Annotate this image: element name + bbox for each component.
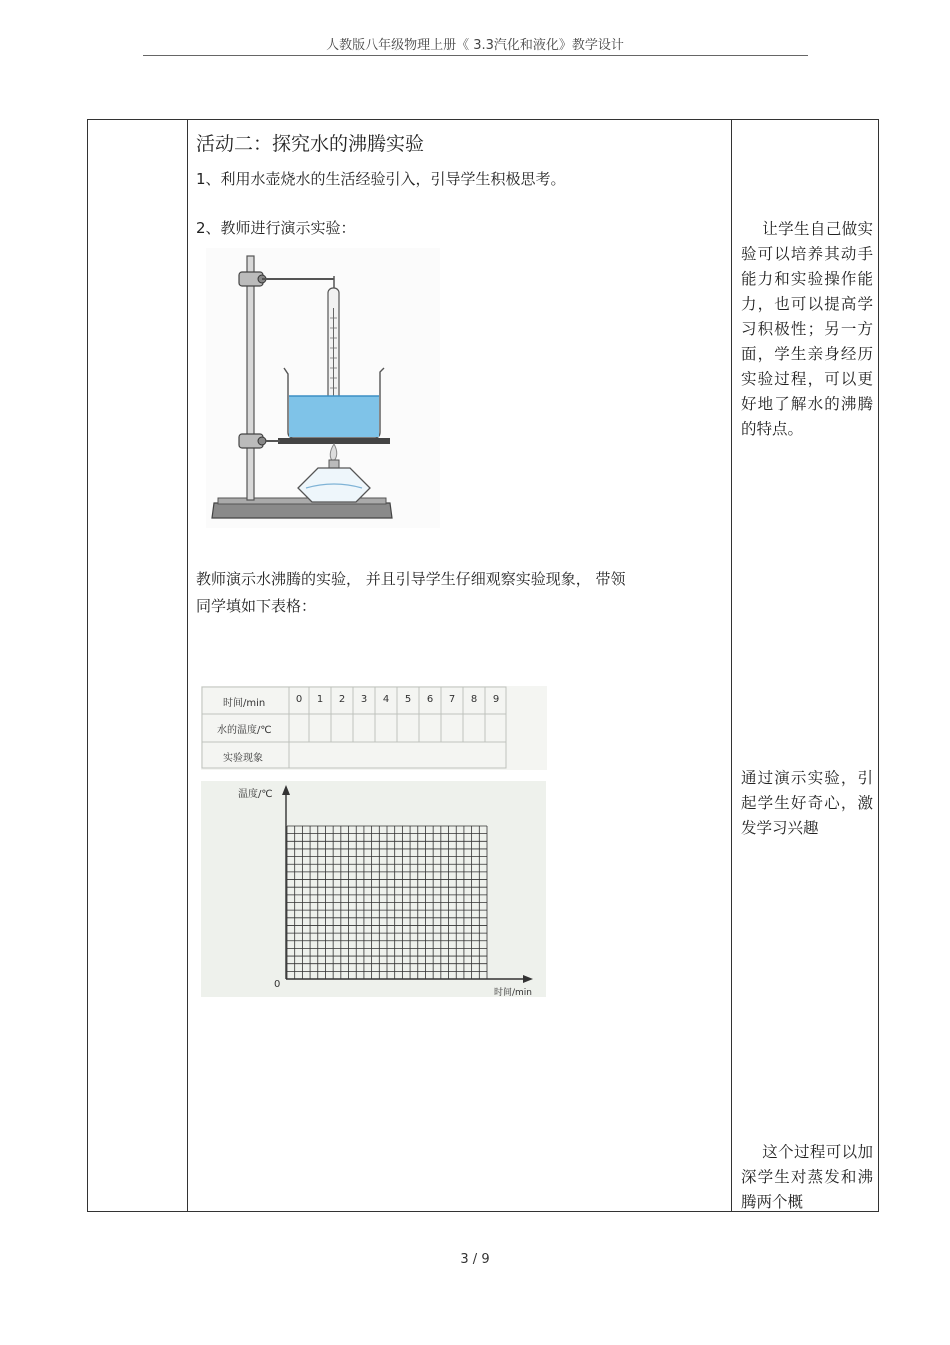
row-label-phenomenon: 实验现象 bbox=[223, 753, 263, 764]
origin-label: 0 bbox=[274, 979, 281, 990]
record-table bbox=[201, 686, 547, 770]
time-value: 2 bbox=[338, 694, 346, 705]
header-rule bbox=[143, 55, 808, 56]
temperature-time-graph bbox=[201, 781, 546, 997]
time-value: 9 bbox=[492, 694, 500, 705]
time-value: 4 bbox=[382, 694, 390, 705]
water bbox=[289, 396, 379, 437]
x-axis-label: 时间/min bbox=[494, 988, 533, 998]
table-column-divider-2 bbox=[731, 120, 732, 1211]
activity-step-1: 1、利用水壶烧水的生活经验引入，引导学生积极思考。 bbox=[196, 170, 566, 188]
y-axis-label: 温度/℃ bbox=[238, 789, 273, 800]
x-axis-arrow bbox=[523, 975, 533, 983]
demo-instruction-line-2: 同学填如下表格： bbox=[196, 597, 317, 615]
row-label-temperature: 水的温度/℃ bbox=[217, 725, 272, 736]
y-axis-arrow bbox=[282, 785, 290, 795]
table-column-divider-1 bbox=[187, 120, 188, 1211]
time-value: 1 bbox=[316, 694, 324, 705]
activity-step-2: 2、教师进行演示实验： bbox=[196, 219, 356, 237]
time-value: 0 bbox=[295, 694, 303, 705]
activity-title: 活动二：探究水的沸腾实验 bbox=[196, 133, 425, 155]
note-evaporation-boiling: 这个过程可以加深学生对蒸发和沸腾两个概 bbox=[741, 1143, 873, 1211]
note-demo-interest: 通过演示实验，引起学生好奇心，激发学习兴趣 bbox=[741, 769, 873, 837]
document-header: 人教版八年级物理上册《 3.3汽化和液化》教学设计 bbox=[326, 38, 624, 53]
page-number: 3 / 9 bbox=[460, 1252, 490, 1267]
time-value: 7 bbox=[448, 694, 456, 705]
time-value: 5 bbox=[404, 694, 412, 705]
demo-instruction-line-1: 教师演示水沸腾的实验， 并且引导学生仔细观察实验现象， 带领 bbox=[196, 570, 626, 588]
time-values-row bbox=[289, 694, 509, 705]
row-label-time: 时间/min bbox=[223, 698, 266, 709]
time-value: 8 bbox=[470, 694, 478, 705]
note-hands-on: 让学生自己做实验可以培养其动手能力和实验操作能力，也可以提高学习积极性；另一方面，学生亲身经历实验过程，可以更好地了解水的沸腾的特点。 bbox=[741, 220, 873, 438]
graph-grid bbox=[201, 781, 546, 997]
boiling-apparatus-illustration bbox=[206, 248, 440, 528]
time-value: 6 bbox=[426, 694, 434, 705]
time-value: 3 bbox=[360, 694, 368, 705]
